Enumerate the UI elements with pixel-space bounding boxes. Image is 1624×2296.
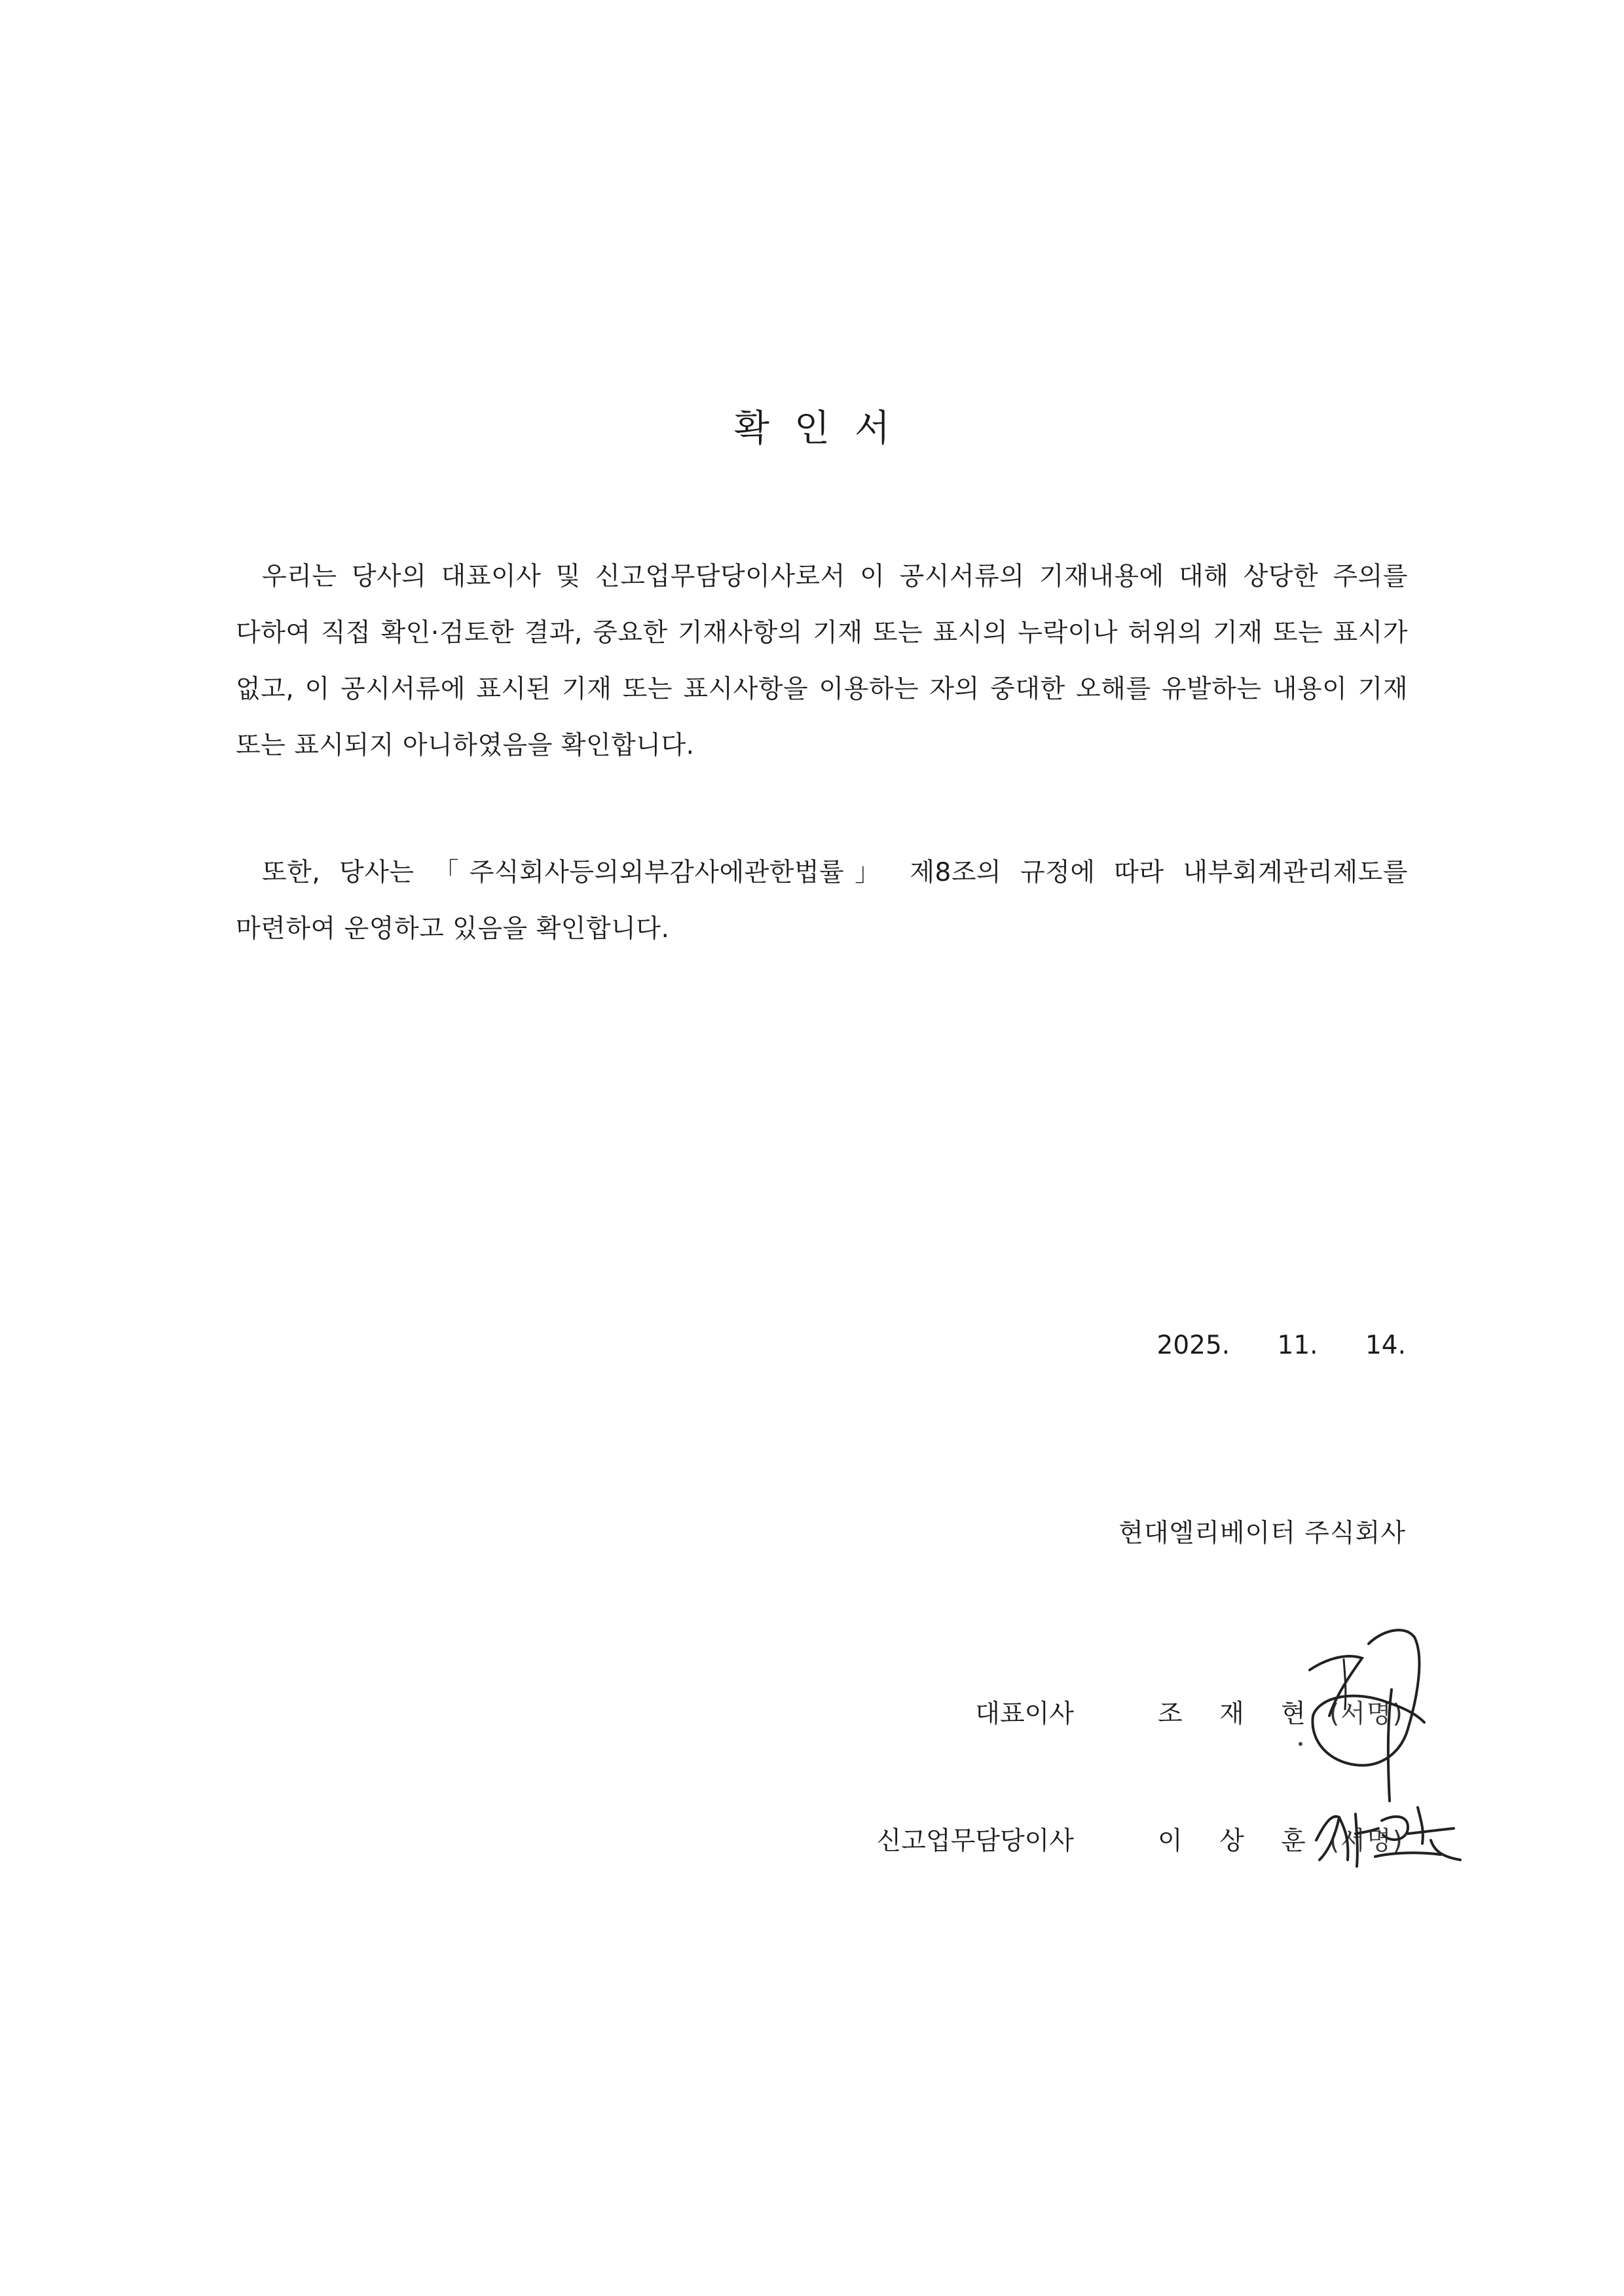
signatory-role: 대표이사 xyxy=(975,1699,1074,1729)
disclosure-officer-handwritten-signature xyxy=(1310,1794,1467,1879)
signature-placeholder: (서명) xyxy=(1329,1699,1404,1729)
internal-control-paragraph: 또한, 당사는 「주식회사등의외부감사에관한법률」 제8조의 규정에 따라 내부회계관리제도를 마련하여 운영하고 있음을 확인합니다. xyxy=(236,858,1408,944)
confirmation-paragraph: 우리는 당사의 대표이사 및 신고업무담당이사로서 이 공시서류의 기재내용에 대해 상당한 주의를 다하여 직접 확인·검토한 결과, 중요한 기재사항의 기재 또는 표시의 누락이나 허위의 기재 또는 표시가 없고, 이 공시서류에 표시된 기재 또는 표시사항을 이용하는 자의 중대한 오해를 유발하는 내용이 기재 또는 표시되지 아니하였음을 확인합니다. xyxy=(236,562,1408,760)
signatory-name: 이 상 훈 xyxy=(1158,1826,1320,1856)
company-name: 현대엘리베이터 주식회사 xyxy=(1118,1519,1406,1548)
signatory-name: 조 재 현 xyxy=(1158,1699,1320,1729)
document-title: 확인서 xyxy=(733,407,915,450)
signature-placeholder: (서명) xyxy=(1329,1826,1404,1856)
signatory-role: 신고업무담당이사 xyxy=(876,1826,1074,1856)
ceo-handwritten-signature xyxy=(1283,1618,1454,1814)
document-date: 2025. 11. 14. xyxy=(1156,1331,1406,1360)
